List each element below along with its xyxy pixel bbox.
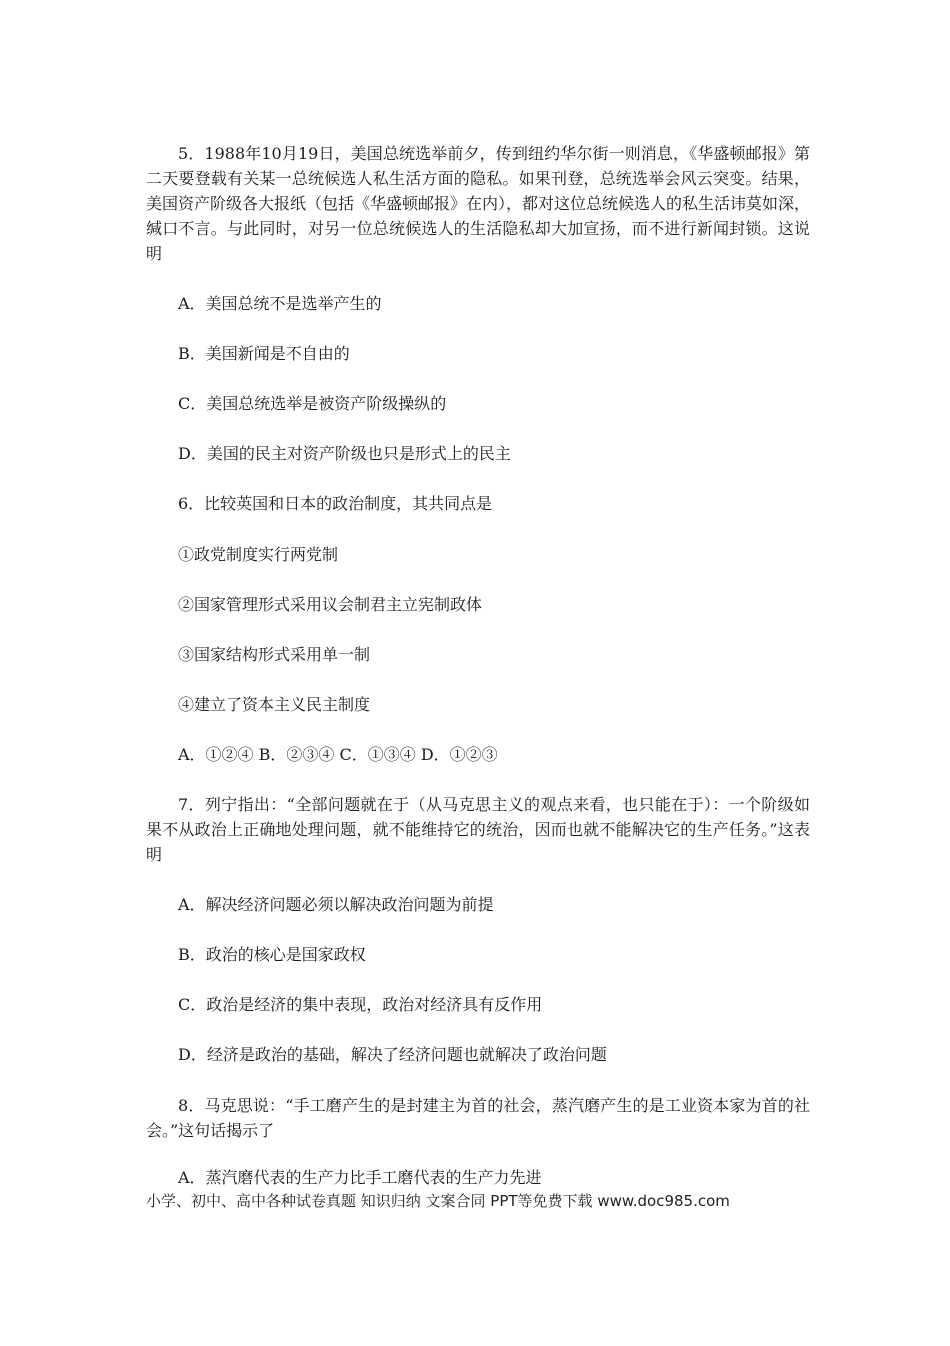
question-6-options: A．①②④ B．②③④ C．①③④ D．①②③ [178,745,498,764]
question-5-stem: 5．1988年10月19日，美国总统选举前夕，传到纽约华尔街一则消息，《华盛顿邮报》第二天要登载有关某一总统候选人私生活方面的隐私。如果刊登，总统选举会风云突变。结果，美国资产阶级各大报纸（包括《华盛顿邮报》在内），都对这位总统候选人的私生活讳莫如深，缄口不言。与此同时，对另一位总统候选人的生活隐私却大加宣扬，而不进行新闻封锁。这说明 [146,144,811,263]
question-7-option-a: A．解决经济问题必须以解决政治问题为前提 [178,895,494,914]
question-8-stem: 8．马克思说：“手工磨产生的是封建主为首的社会，蒸汽磨产生的是工业资本家为首的社会。”这句话揭示了 [146,1096,810,1140]
question-6-statement-4: ④建立了资本主义民主制度 [178,695,371,714]
question-6-statement-1: ①政党制度实行两党制 [178,545,339,564]
footer-promo-text: 小学、初中、高中各种试卷真题 知识归纳 文案合同 PPT等免费下载 www.doc985.com [146,1192,730,1210]
question-7-stem: 7．列宁指出：“全部问题就在于（从马克思主义的观点来看，也只能在于）：一个阶级如果不从政治上正确地处理问题，就不能维持它的统治，因而也就不能解决它的生产任务。”这表明 [146,795,810,864]
question-5-option-d: D．美国的民主对资产阶级也只是形式上的民主 [178,444,511,463]
question-6-statement-2: ②国家管理形式采用议会制君主立宪制政体 [178,595,483,614]
question-5-option-a: A．美国总统不是选举产生的 [178,294,382,313]
question-7-option-d: D．经济是政治的基础，解决了经济问题也就解决了政治问题 [178,1045,607,1064]
question-6-statement-3: ③国家结构形式采用单一制 [178,645,371,664]
question-7-option-c: C．政治是经济的集中表现，政治对经济具有反作用 [178,995,543,1014]
question-5-option-b: B．美国新闻是不自由的 [178,344,350,363]
question-5-option-c: C．美国总统选举是被资产阶级操纵的 [178,394,447,413]
question-8-option-a: A．蒸汽磨代表的生产力比手工磨代表的生产力先进 [178,1168,542,1187]
question-6-stem: 6．比较英国和日本的政治制度，其共同点是 [178,494,493,513]
question-7-option-b: B．政治的核心是国家政权 [178,945,366,964]
